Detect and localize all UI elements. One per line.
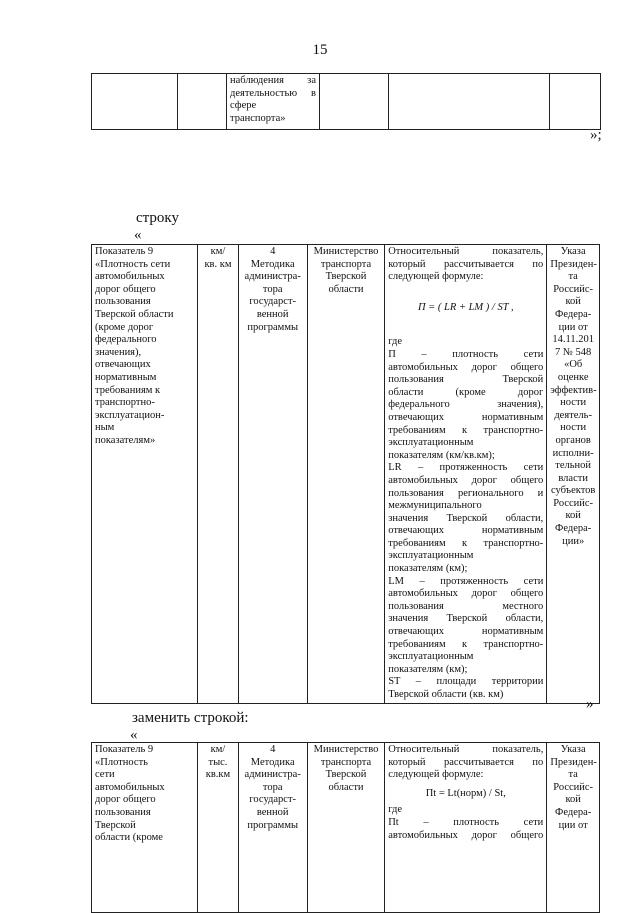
text-line: Относительный показатель,	[388, 744, 544, 755]
text-line: Федера-	[555, 308, 592, 320]
text-line: программы	[247, 819, 299, 831]
old-indicator-cell	[92, 245, 198, 704]
text-line: значения Тверской области,	[388, 512, 544, 524]
text-line: отвечающих нормативным	[388, 525, 544, 537]
text-line: Федера-	[555, 523, 592, 535]
text-line: Министерство	[313, 744, 379, 755]
text-line: области	[328, 781, 364, 793]
top-cell-line: деятельностью в	[230, 87, 316, 99]
text-line: ным	[95, 422, 115, 434]
new-ministry-cell	[307, 743, 384, 913]
text-line: венной	[256, 308, 289, 320]
text-line: следующей формуле:	[388, 769, 484, 781]
text-line: кв. км	[204, 258, 232, 270]
text-line: где	[388, 336, 403, 348]
text-line: требованиям к транспортно-	[388, 638, 544, 650]
new-decree-cell	[547, 743, 600, 913]
text-line: пользования регионального и	[388, 487, 544, 499]
text-line: та	[568, 769, 578, 781]
text-line: эксплуатационным	[388, 550, 474, 562]
text-line: эффектив-	[550, 384, 597, 396]
text-line: администра-	[244, 271, 301, 283]
text-line: исполни-	[552, 447, 594, 459]
text-line: показателям (км);	[388, 563, 468, 575]
text-line: «Плотность сети	[95, 258, 171, 270]
text-line: транспортно-	[95, 397, 155, 409]
text-line: пользования местного	[388, 600, 544, 612]
text-line: ности	[560, 422, 587, 434]
text-line: тора	[262, 781, 283, 793]
text-line: 4	[270, 246, 276, 257]
text-line: ST – площади территории	[388, 676, 544, 688]
text-line: Российс-	[553, 283, 594, 295]
text-line: эксплуатацион-	[95, 409, 165, 421]
text-line: органов	[555, 434, 591, 446]
text-line: Федера-	[555, 806, 592, 818]
old-ministry-cell	[307, 245, 384, 704]
text-line: отвечающих нормативным	[388, 411, 544, 423]
text-line: области (кроме	[95, 832, 163, 844]
text-line: та	[568, 271, 578, 283]
text-line: следующей формуле:	[388, 271, 484, 283]
text-line: эксплуатационным	[388, 437, 474, 449]
top-cell-2	[178, 74, 227, 130]
top-cell-6	[550, 74, 601, 130]
text-line: 14.11.201	[552, 334, 594, 346]
text-line: км/	[210, 744, 226, 755]
new-indicator-cell	[92, 743, 198, 913]
text-line: Президен-	[550, 756, 597, 768]
text-line: 4	[270, 744, 276, 755]
text-line: эксплуатационным	[388, 651, 474, 663]
text-line: ности	[560, 397, 587, 409]
text-line: Тверской области	[95, 308, 174, 320]
text-line: ции»	[562, 535, 585, 547]
text-line: пользования	[95, 296, 151, 308]
text-line: «Плотность	[95, 756, 148, 768]
text-line: Президен-	[550, 258, 597, 270]
text-line: Пt – плотность сети	[388, 816, 544, 828]
text-line: где	[388, 804, 403, 816]
text-line: государст-	[249, 794, 297, 806]
old-decree-cell	[547, 245, 600, 704]
new-unit-cell	[198, 743, 238, 913]
text-line: автомобильных	[95, 781, 165, 793]
text-line: Российс-	[553, 781, 594, 793]
text-line: Тверской	[95, 819, 136, 831]
text-line: Министерство	[313, 246, 379, 257]
text-line: автомобильных дорог общего	[388, 588, 544, 600]
text-line: LR – протяженность сети	[388, 462, 544, 474]
old-method-cell	[238, 245, 307, 704]
text-line: значения Тверской области,	[388, 613, 544, 625]
text-line: Показатель 9	[95, 744, 154, 755]
closing-mark-1: »;	[590, 127, 602, 143]
old-description-cell	[385, 245, 547, 704]
text-line: дорог общего	[95, 794, 156, 806]
text-line: Указа	[560, 246, 586, 257]
new-formula: Пt = Lt(норм) / St,	[425, 787, 506, 799]
text-line: автомобильных дорог общего	[388, 829, 544, 841]
top-cell-1	[92, 74, 178, 130]
text-line: транспорта	[320, 756, 372, 768]
text-line: нормативным	[95, 371, 157, 383]
text-line: кой	[565, 510, 581, 522]
top-table	[91, 73, 601, 130]
text-line: области	[328, 283, 364, 295]
text-line: показателям (км/кв.км);	[388, 449, 495, 461]
text-line: показателям»	[95, 434, 156, 446]
new-row-table	[91, 742, 600, 913]
text-line: требованиям к	[95, 384, 161, 396]
text-line: администра-	[244, 769, 301, 781]
text-line: LM – протяженность сети	[388, 575, 544, 587]
label-stroku: строку	[136, 210, 179, 226]
top-cell-line: транспорта»	[230, 112, 286, 124]
text-line: власти	[558, 472, 588, 484]
text-line: ции от	[558, 321, 588, 333]
top-cell-5	[389, 74, 550, 130]
text-line: Тверской	[325, 769, 367, 781]
text-line: Российс-	[553, 497, 594, 509]
old-row-table	[91, 244, 600, 704]
open-quote-2: «	[130, 727, 138, 743]
text-line: тыс.	[208, 756, 228, 768]
text-line: км/	[210, 246, 226, 257]
text-line: Относительный показатель,	[388, 246, 544, 257]
text-line: сети	[95, 769, 115, 781]
page-number: 15	[312, 42, 328, 58]
text-line: значения),	[95, 346, 142, 358]
text-line: кв.км	[205, 769, 231, 781]
text-line: который рассчитывается по	[388, 756, 544, 768]
text-line: показателям (км);	[388, 663, 468, 675]
text-line: «Об оценке	[557, 359, 589, 383]
top-cell-line: наблюдения за	[230, 75, 316, 86]
text-line: автомобильных дорог общего	[388, 361, 544, 373]
text-line: автомобильных	[95, 271, 165, 283]
text-line: Указа	[560, 744, 586, 755]
text-line: отвечающих нормативным	[388, 626, 544, 638]
text-line: (кроме дорог	[95, 321, 154, 333]
text-line: который рассчитывается по	[388, 258, 544, 270]
text-line: пользования	[95, 806, 151, 818]
text-line: Методика	[250, 756, 295, 768]
old-unit-cell	[198, 245, 238, 704]
text-line: дорог общего	[95, 283, 156, 295]
text-line: требованиям к транспортно-	[388, 424, 544, 436]
label-replace: заменить строкой:	[132, 710, 249, 726]
text-line: Тверской	[325, 271, 367, 283]
new-description-cell	[385, 743, 547, 913]
old-formula: П = ( LR + LM ) / ST ,	[417, 301, 514, 313]
text-line: венной	[256, 806, 289, 818]
text-line: кой	[565, 296, 581, 308]
text-line: федерального	[95, 334, 157, 346]
top-cell-line: сфере	[230, 100, 257, 112]
text-line: кой	[565, 794, 581, 806]
text-line: автомобильных дорог общего	[388, 474, 544, 486]
text-line: государст-	[249, 296, 297, 308]
text-line: Показатель 9	[95, 246, 154, 257]
closing-mark-2: »	[586, 696, 594, 712]
text-line: тора	[262, 283, 283, 295]
text-line: области (кроме дорог	[388, 386, 544, 398]
text-line: П – плотность сети	[388, 348, 544, 360]
text-line: требованиям к транспортно-	[388, 537, 544, 549]
text-line: ции от	[558, 819, 588, 831]
text-line: отвечающих	[95, 359, 151, 371]
text-line: федерального значения),	[388, 399, 544, 411]
text-line: межмуниципального	[388, 500, 482, 512]
top-cell-3	[227, 74, 320, 130]
top-cell-4	[320, 74, 389, 130]
text-line: Методика	[250, 258, 295, 270]
text-line: деятель-	[554, 409, 592, 421]
text-line: Тверской области (кв. км)	[388, 689, 504, 700]
new-method-cell	[238, 743, 307, 913]
text-line: субъектов	[550, 485, 596, 497]
text-line: программы	[247, 321, 299, 333]
open-quote-1: «	[134, 227, 142, 243]
text-line: тельной	[555, 460, 592, 472]
text-line: транспорта	[320, 258, 372, 270]
text-line: 7 № 548	[555, 346, 592, 358]
text-line: пользования Тверской	[388, 374, 544, 386]
